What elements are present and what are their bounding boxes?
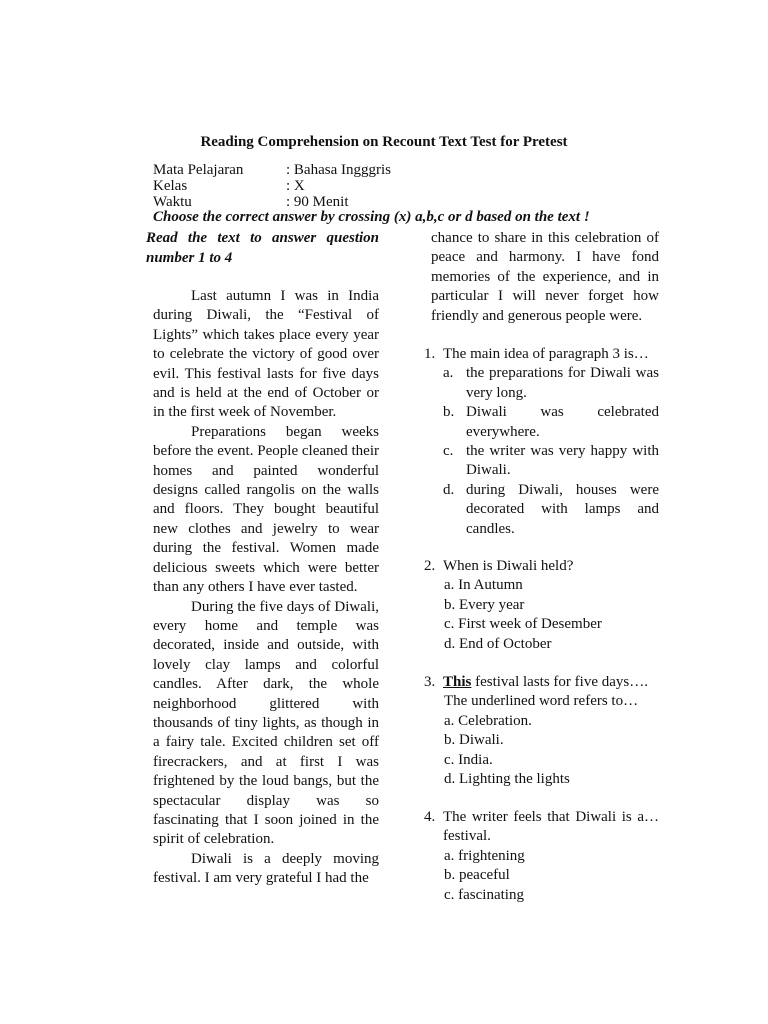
- answer-option[interactable]: d. End of October: [444, 635, 552, 652]
- question-number: 2.: [424, 558, 436, 574]
- answer-option[interactable]: [443, 403, 659, 442]
- passage-paragraph: During the five days of Diwali, every home and temple was decorated, inside and outside, with lovely clay lamps and colorful candles. After dark, the whole neighborhood glittered with thousands of tiny lights, as though in a fairy tale. Excited children set off firecrackers, and at first I was frightened by the loud bangs, but the spectacular display was so fascinating that I soon joined in the spirit of celebration.: [153, 598, 379, 848]
- question-stem-rest: festival lasts for five days….: [471, 674, 648, 690]
- question-number: 1.: [424, 346, 436, 362]
- question-4: [424, 808, 659, 905]
- meta-time: [153, 194, 349, 210]
- meta-key: Mata Pelajaran: [153, 162, 244, 178]
- answer-option[interactable]: [443, 364, 659, 403]
- answer-option[interactable]: [443, 481, 659, 539]
- question-3: [424, 673, 659, 789]
- question-number: 3.: [424, 674, 436, 690]
- answer-option[interactable]: d. Lighting the lights: [444, 771, 570, 788]
- meta-subject: [153, 162, 391, 178]
- passage-paragraph: Diwali is a deeply moving festival. I am very grateful I had the: [153, 850, 379, 887]
- option-letter: a.: [443, 365, 454, 382]
- answer-option[interactable]: c. India.: [444, 751, 493, 768]
- underlined-word: This: [443, 674, 472, 690]
- question-stem: [443, 673, 659, 692]
- page-title: Reading Comprehension on Recount Text Test for Pretest: [200, 134, 568, 150]
- question-stem: The writer feels that Diwali is a…festival.: [443, 809, 659, 845]
- question-stem: When is Diwali held?: [443, 558, 574, 574]
- option-text: during Diwali, houses were decorated with lamps and candles.: [466, 481, 659, 537]
- answer-option[interactable]: a. Celebration.: [444, 712, 532, 729]
- meta-key: Kelas: [153, 178, 188, 194]
- option-letter: b.: [443, 404, 455, 421]
- passage-paragraph: Last autumn I was in India during Diwali, the “Festival of Lights” which takes place every year to celebrate the victory of good over evil. This festival lasts for five days and is held at the end of October or in the first week of November.: [153, 288, 379, 421]
- question-stem: The main idea of paragraph 3 is…: [443, 346, 649, 362]
- question-1: [424, 345, 659, 539]
- reading-lead: Read the text to answer question number 1 to 4: [146, 230, 379, 266]
- meta-value: : 90 Menit: [286, 194, 349, 210]
- meta-class: [153, 178, 305, 194]
- answer-option[interactable]: c. First week of Desember: [444, 616, 602, 633]
- answer-option[interactable]: [443, 442, 659, 481]
- passage-column: [153, 287, 379, 889]
- option-letter: d.: [443, 481, 455, 498]
- option-text: Diwali was celebrated everywhere.: [466, 404, 659, 440]
- question-2: [424, 557, 659, 654]
- answer-option[interactable]: b. peaceful: [444, 867, 510, 884]
- answer-option[interactable]: b. Diwali.: [444, 732, 504, 749]
- option-text: the writer was very happy with Diwali.: [466, 443, 659, 479]
- meta-value: : X: [286, 178, 305, 194]
- question-stem-line2: The underlined word refers to…: [444, 693, 639, 710]
- answer-option[interactable]: a. frightening: [444, 847, 525, 864]
- option-text: the preparations for Diwali was very long.: [466, 365, 659, 401]
- passage-paragraph: chance to share in this celebration of peace and harmony. I have fond memories of the experience, and in particular I will never forget how friendly and generous people were.: [431, 230, 659, 324]
- answer-option[interactable]: a. In Autumn: [444, 577, 523, 594]
- passage-continued: [431, 229, 659, 326]
- meta-value: : Bahasa Ingggris: [286, 162, 391, 178]
- meta-key: Waktu: [153, 194, 192, 210]
- answer-option[interactable]: b. Every year: [444, 596, 525, 613]
- answer-option[interactable]: c. fascinating: [444, 886, 524, 903]
- question-number: 4.: [424, 809, 436, 825]
- option-letter: c.: [443, 443, 454, 460]
- instruction: Choose the correct answer by crossing (x) a,b,c or d based on the text !: [153, 209, 590, 225]
- passage-paragraph: Preparations began weeks before the event. People cleaned their homes and painted wonderful designs called rangolis on the walls and floors. They bought beautiful new clothes and jewelry to wear during the festival. Women made delicious sweets which were better than any others I have ever tasted.: [153, 423, 379, 596]
